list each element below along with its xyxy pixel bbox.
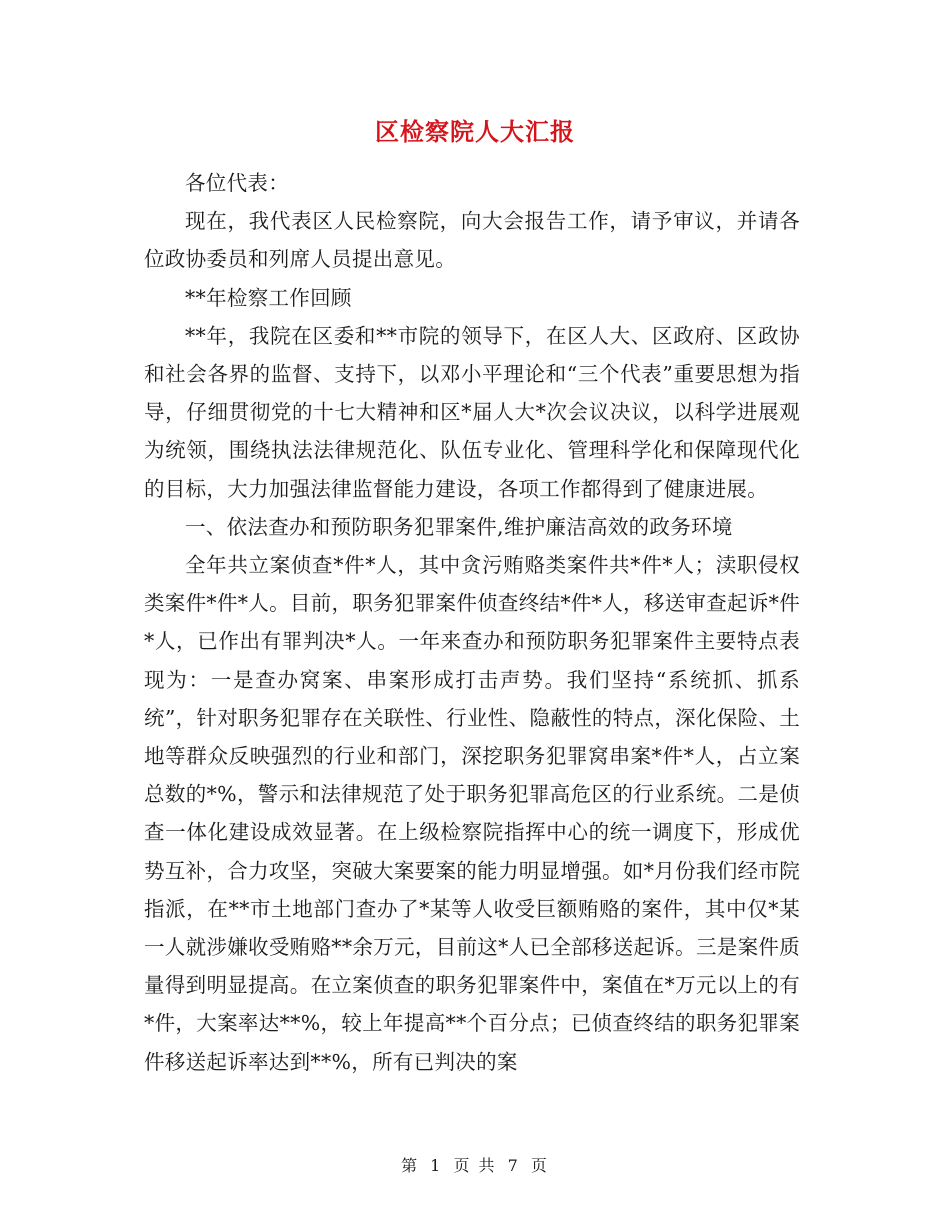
page-footer	[0, 1153, 950, 1176]
section-heading: **年检察工作回顾	[185, 285, 352, 310]
cases-paragraph: 全年共立案侦查*件*人，其中贪污贿赂类案件共*件*人；渎职侵权类案件*件*人。目前，职务犯罪案件侦查终结*件*人，移送审查起诉*件*人，已作出有罪判决*人。一年来查办和预防职务犯罪案件主要特点表现为：一是查办窝案、串案形成打击声势。我们坚持“系统抓、抓系统”，针对职务犯罪存在关联性、行业性、隐蔽性的特点，深化保险、土地等群众反映强烈的行业和部门，深挖职务犯罪窝串案*件*人，占立案总数的*%，警示和法律规范了处于职务犯罪高危区的行业系统。二是侦查一体化建设成效显著。在上级检察院指挥中心的统一调度下，形成优势互补，合力攻坚，突破大案要案的能力明显增强。如*月份我们经市院指派，在**市土地部门查办了*某等人收受巨额贿赂的案件，其中仅*某一人就涉嫌收受贿赂**余万元，目前这*人已全部移送起诉。三是案件质量得到明显提高。在立案侦查的职务犯罪案件中，案值在*万元以上的有*件，大案率达**%，较上年提高**个百分点；已侦查终结的职务犯罪案件移送起诉率达到**%，所有已判决的案	[144, 553, 800, 1074]
footer-middle: 页 共	[453, 1156, 497, 1175]
intro-paragraph: 现在，我代表区人民检察院，向大会报告工作，请予审议，并请各位政协委员和列席人员提出意见。	[144, 209, 800, 272]
footer-total-pages: 7	[507, 1156, 520, 1175]
footer-suffix: 页	[530, 1156, 549, 1175]
footer-page-number: 1	[430, 1156, 443, 1175]
subsection-heading: 一、依法查办和预防职务犯罪案件,维护廉洁高效的政务环境	[185, 514, 733, 539]
footer-prefix: 第	[401, 1156, 420, 1175]
document-title: 区检察院人大汇报	[375, 117, 575, 146]
review-paragraph: **年，我院在区委和**市院的领导下，在区人大、区政府、区政协和社会各界的监督、支持下，以邓小平理论和“三个代表”重要思想为指导，仔细贯彻党的十七大精神和区*届人大*次会议决议，以科学进展观为统领，围绕执法法律规范化、队伍专业化、管理科学化和保障现代化的目标，大力加强法律监督能力建设，各项工作都得到了健康进展。	[144, 323, 800, 501]
salutation-paragraph: 各位代表：	[185, 171, 289, 195]
document-body	[144, 164, 800, 1081]
